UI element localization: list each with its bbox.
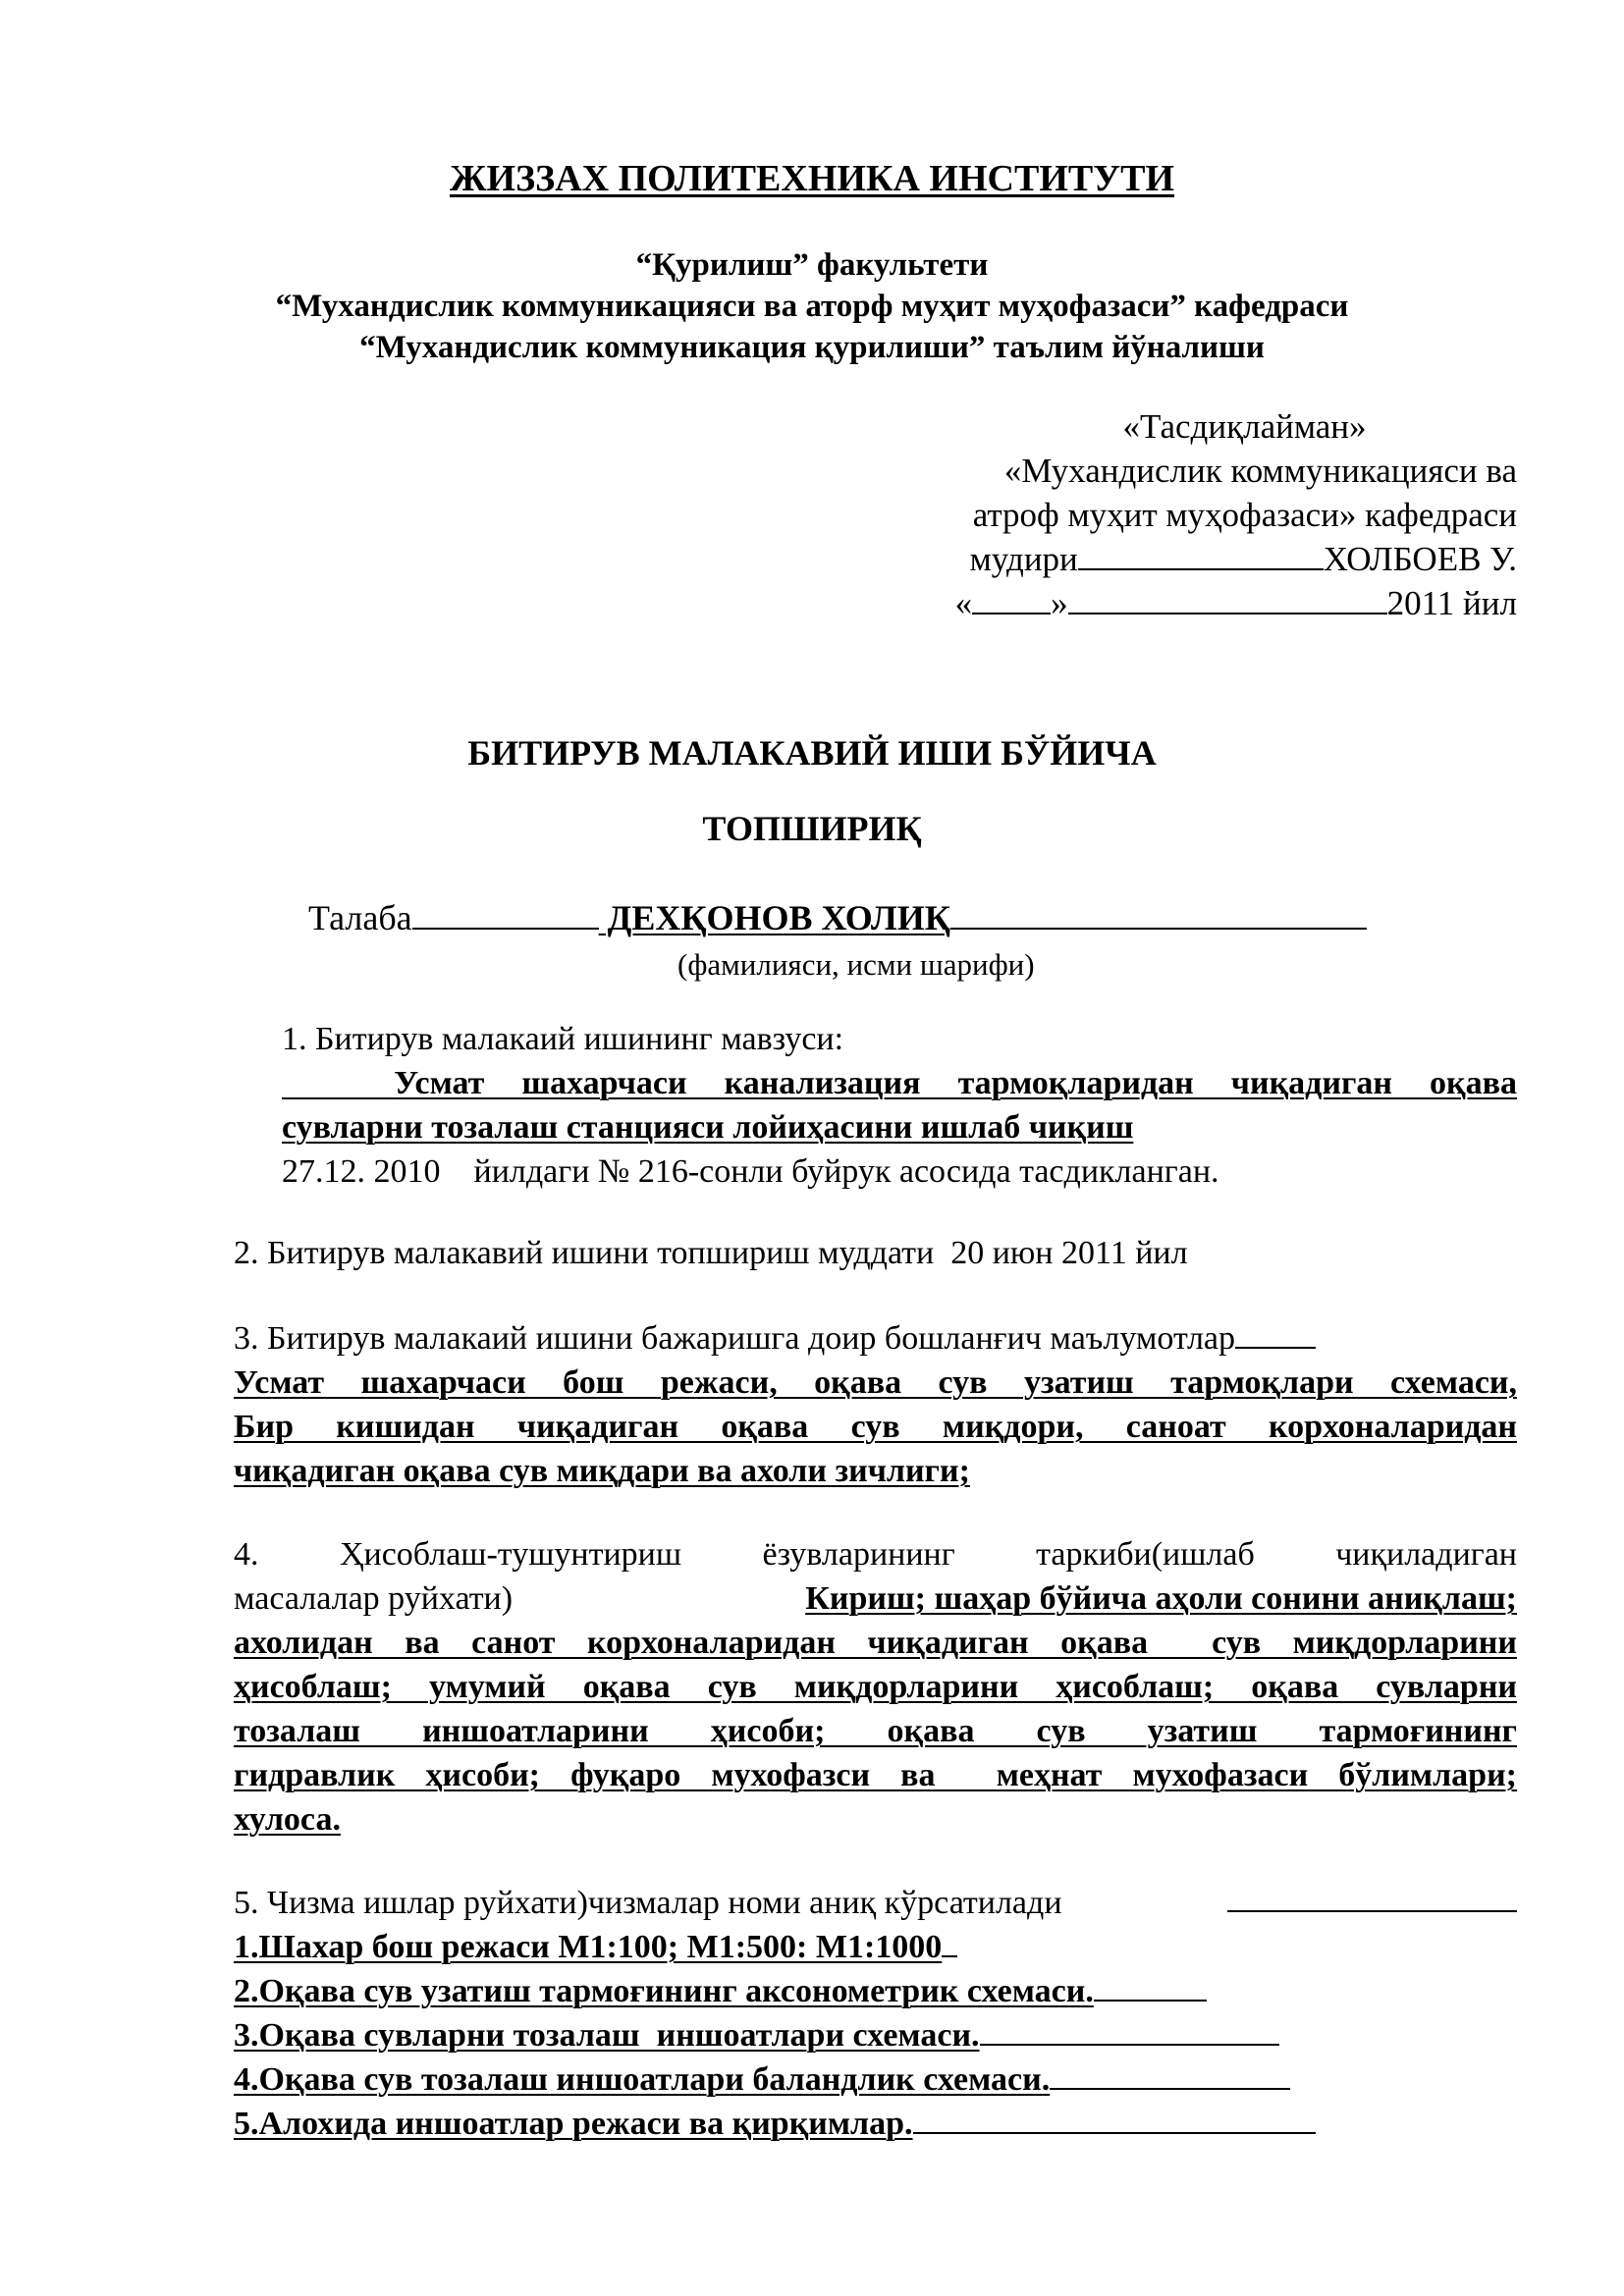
section-3-line-1: Усмат шахарчаси бош режаси, оқава сув узатиш тармоқлари схемаси,	[234, 1364, 1517, 1401]
drawing-item-3-line	[980, 2014, 1279, 2046]
section-5-label-line	[234, 1881, 1517, 1925]
section-3-line-3: чиқадиган оқава сув миқдари ва ахоли зичлиги;	[234, 1453, 970, 1489]
document-subtitle: ТОПШИРИҚ	[702, 809, 922, 848]
approval-line-1: «Мухандислик коммуникацияси ва	[1003, 452, 1517, 490]
date-open-quote: «	[954, 584, 973, 622]
document-title: БИТИРУВ МАЛАКАВИЙ ИШИ БЎЙИЧА	[467, 733, 1157, 773]
day-line	[972, 583, 1051, 614]
direction-line: “Мухандислик коммуникация қурилиши” таълим йўналиши	[359, 330, 1265, 365]
drawing-item-4	[234, 2057, 1290, 2102]
signature-line	[1078, 539, 1324, 570]
drawing-item-3-text: 3.Оқава сувларни тозалаш иншоатлари схемаси.	[234, 2017, 980, 2054]
student-label: Талаба	[308, 898, 412, 937]
section-1-label: 1. Битирув малакаий ишининг мавзуси:	[282, 1021, 844, 1057]
approval-date-line	[884, 581, 1517, 625]
student-line-post	[950, 898, 1367, 930]
section-5-fill-line	[1227, 1881, 1517, 1912]
approval-head-line	[884, 537, 1517, 581]
approval-year: 2011 йил	[1386, 584, 1517, 622]
section-1-topic-line-1	[282, 1061, 1517, 1105]
drawing-item-2-line	[1094, 1970, 1207, 2002]
section-5-label: 5. Чизма ишлар руйхати)чизмалар номи аниқ кўрсатилади	[234, 1885, 1071, 1921]
approval-title: «Тасдиқлайман»	[1122, 407, 1367, 446]
institute-title: ЖИЗЗАХ ПОЛИТЕХНИКА ИНСТИТУТИ	[449, 158, 1175, 199]
section-4-line-1: 4. Ҳисоблаш-тушунтириш ёзувларининг таркиби(ишлаб чиқиладиган	[234, 1536, 1517, 1573]
section-3-fill-line	[1235, 1317, 1316, 1349]
faculty-line: “Қурилиш” факультети	[635, 247, 989, 283]
drawing-item-2	[234, 1969, 1207, 2013]
drawing-item-4-line	[1050, 2058, 1290, 2090]
topic-text-1: Усмат шахарчаси канализация тармоқларидан чиқадиган оқава	[394, 1065, 1517, 1101]
section-4-line-6: гидравлик ҳисоби; фуқаро мухофазси ва меҳнат мухофазаси бўлимлари;	[234, 1757, 1517, 1793]
drawing-item-4-text: 4.Оқава сув тозалаш иншоатлари баландлик схемаси.	[234, 2061, 1051, 2098]
drawing-item-1-line	[942, 1926, 957, 1957]
section-4-line-4: ҳисоблаш; умумий оқава сув миқдорларини ҳисоблаш; оқава сувларни	[234, 1669, 1517, 1705]
drawing-item-1-text: 1.Шахар бош режаси М1:100; М1:500: М1:1000	[234, 1929, 943, 1965]
student-line-pre	[412, 898, 599, 930]
section-4-bold-start: Кириш; шаҳар бўйича аҳоли сонини аниқлаш;	[805, 1580, 1517, 1617]
section-3-line-2: Бир кишидан чиқадиган оқава сув миқдори, саноат корхоналаридан	[234, 1409, 1517, 1445]
section-4-line-7: хулоса.	[234, 1801, 341, 1838]
head-name: ХОЛБОЕВ У.	[1323, 540, 1517, 578]
student-line	[308, 896, 1367, 940]
department-line: “Мухандислик коммуникацияси ва аторф муҳит муҳофазаси” кафедраси	[275, 289, 1349, 324]
drawing-item-3	[234, 2013, 1279, 2057]
month-line	[1068, 583, 1387, 614]
date-close-quote: »	[1051, 584, 1068, 622]
section-1-topic-line-2: сувларни тозалаш станцияси лойиҳасини ишлаб чиқиш	[282, 1109, 1134, 1146]
section-2-deadline: 2. Битирув малакавий ишини топшириш муддати 20 июн 2011 йил	[234, 1235, 1188, 1271]
drawing-item-5-line	[913, 2103, 1316, 2134]
section-4-line-3: ахолидан ва санот корхоналаридан чиқадиган оқава сув миқдорларини	[234, 1625, 1517, 1661]
drawing-item-5	[234, 2102, 1316, 2146]
approval-block	[884, 404, 1517, 625]
approval-line-2: атроф муҳит муҳофазаси» кафедраси	[972, 496, 1517, 534]
student-caption: (фамилияси, исми шарифи)	[677, 947, 1035, 982]
head-label: мудири	[969, 540, 1078, 578]
student-name: ДЕХҚОНОВ ХОЛИҚ	[598, 898, 950, 937]
section-3-label: 3. Битирув малакаий ишини бажаришга доир бошланғич маълумотлар	[234, 1320, 1236, 1357]
drawing-item-2-text: 2.Оқава сув узатиш тармоғининг аксонометрик схемаси.	[234, 1973, 1094, 2009]
section-4-plain: масалалар руйхати)	[234, 1580, 530, 1617]
drawing-item-5-text: 5.Алохида иншоатлар режаси ва қирқимлар.	[234, 2106, 913, 2142]
section-4-line-5: тозалаш иншоатларини ҳисоби; оқава сув узатиш тармоғининг	[234, 1713, 1517, 1749]
section-1-approval-note: 27.12. 2010 йилдаги № 216-сонли буйрук асосида тасдикланган.	[282, 1153, 1219, 1190]
section-4-line-2	[234, 1576, 1517, 1621]
section-3-label-line	[234, 1316, 1517, 1361]
drawing-item-1	[234, 1925, 957, 1969]
